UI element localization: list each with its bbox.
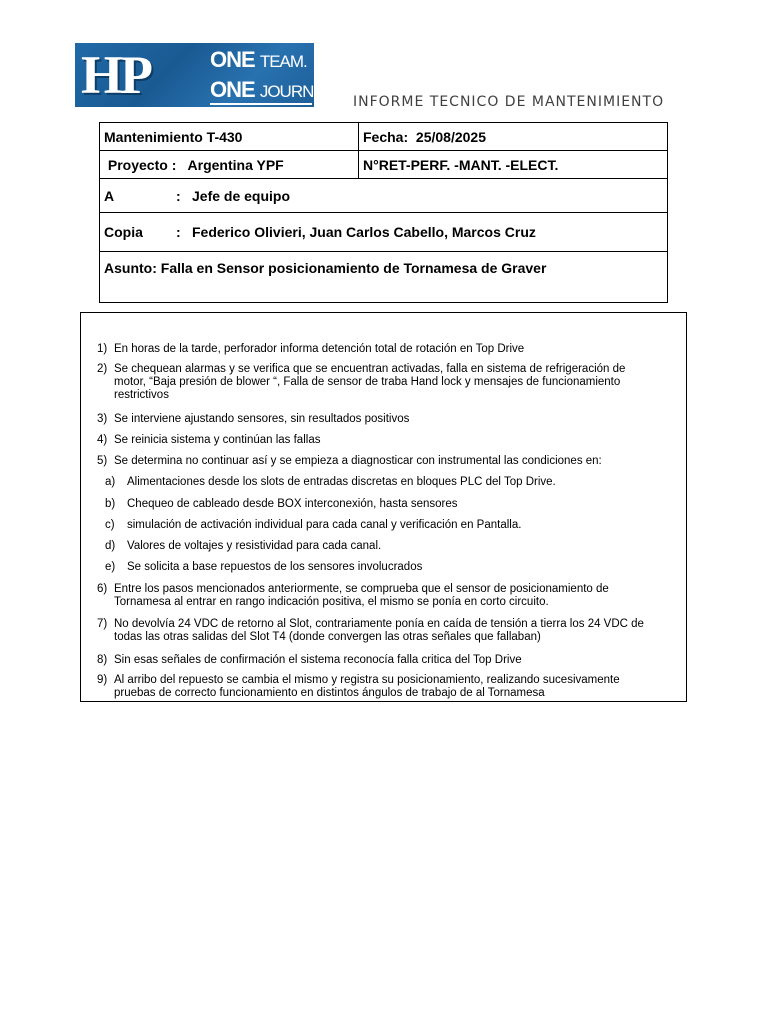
list-item: 7) No devolvía 24 VDC de retorno al Slot, contrariamente ponía en caída de tensión a tierra los 24 VDC de todas las otras salidas del Slot T4 (donde convergen las otras señales que fallaban) (97, 618, 644, 643)
sub-list-item: e) Se solicita a base repuestos de los sensores involucrados (105, 561, 423, 573)
logo-brand: HP (81, 45, 150, 105)
logo-tagline-1: ONE TEAM. (210, 47, 307, 72)
sub-list-item: b) Chequeo de cableado desde BOX interconexión, hasta sensores (105, 498, 458, 510)
list-item: 5) Se determina no continuar así y se empieza a diagnosticar con instrumental las condiciones en: (97, 455, 602, 467)
sub-list-item: c) simulación de activación individual para cada canal y verificación en Pantalla. (105, 519, 522, 531)
fecha-cell: Fecha: 25/08/2025 (359, 123, 668, 151)
list-item: 1) En horas de la tarde, perforador informa detención total de rotación en Top Drive (97, 343, 525, 355)
report-title: INFORME TECNICO DE MANTENIMIENTO (353, 94, 665, 110)
copia-cell: Copia : Federico Olivieri, Juan Carlos Cabello, Marcos Cruz (100, 213, 668, 252)
header-table (99, 122, 668, 303)
list-item: 3) Se interviene ajustando sensores, sin resultados positivos (97, 413, 410, 425)
ref-cell: N°RET-PERF. -MANT. -ELECT. (359, 151, 668, 179)
list-item: 8) Sin esas señales de confirmación el sistema reconocía falla critica del Top Drive (97, 654, 522, 666)
proyecto-cell: Proyecto : Argentina YPF (100, 151, 359, 179)
sub-list-item: a) Alimentaciones desde los slots de entradas discretas en bloques PLC del Top Drive. (105, 476, 556, 488)
a-cell: A : Jefe de equipo (100, 179, 668, 213)
list-item: 2) Se chequean alarmas y se verifica que se encuentran activadas, falla en sistema de refrigeración de motor, “Baja presión de blower “, Falla de sensor de traba Hand lock y mensajes de funcionamiento restrictivos (97, 363, 626, 401)
report-body (80, 312, 687, 702)
list-item: 9) Al arribo del repuesto se cambia el mismo y registra su posicionamiento, realizando sucesivamente pruebas de correcto funcionamiento en distintos ángulos de trabajo de al Tornamesa (97, 674, 620, 699)
list-item: 4) Se reinicia sistema y continúan las fallas (97, 434, 321, 446)
sub-list-item: d) Valores de voltajes y resistividad para cada canal. (105, 540, 382, 552)
logo-tagline-2: ONE JOURNEY. (210, 77, 336, 102)
logo-underline (210, 103, 312, 105)
asunto-cell: Asunto: Falla en Sensor posicionamiento de Tornamesa de Graver (100, 252, 668, 303)
company-logo (75, 43, 336, 107)
mantenimiento-cell: Mantenimiento T-430 (100, 123, 359, 151)
list-item: 6) Entre los pasos mencionados anteriormente, se comprueba que el sensor de posicionamiento de Tornamesa al entrar en rango indicación positiva, el mismo se ponía en corto circuito. (97, 583, 609, 608)
